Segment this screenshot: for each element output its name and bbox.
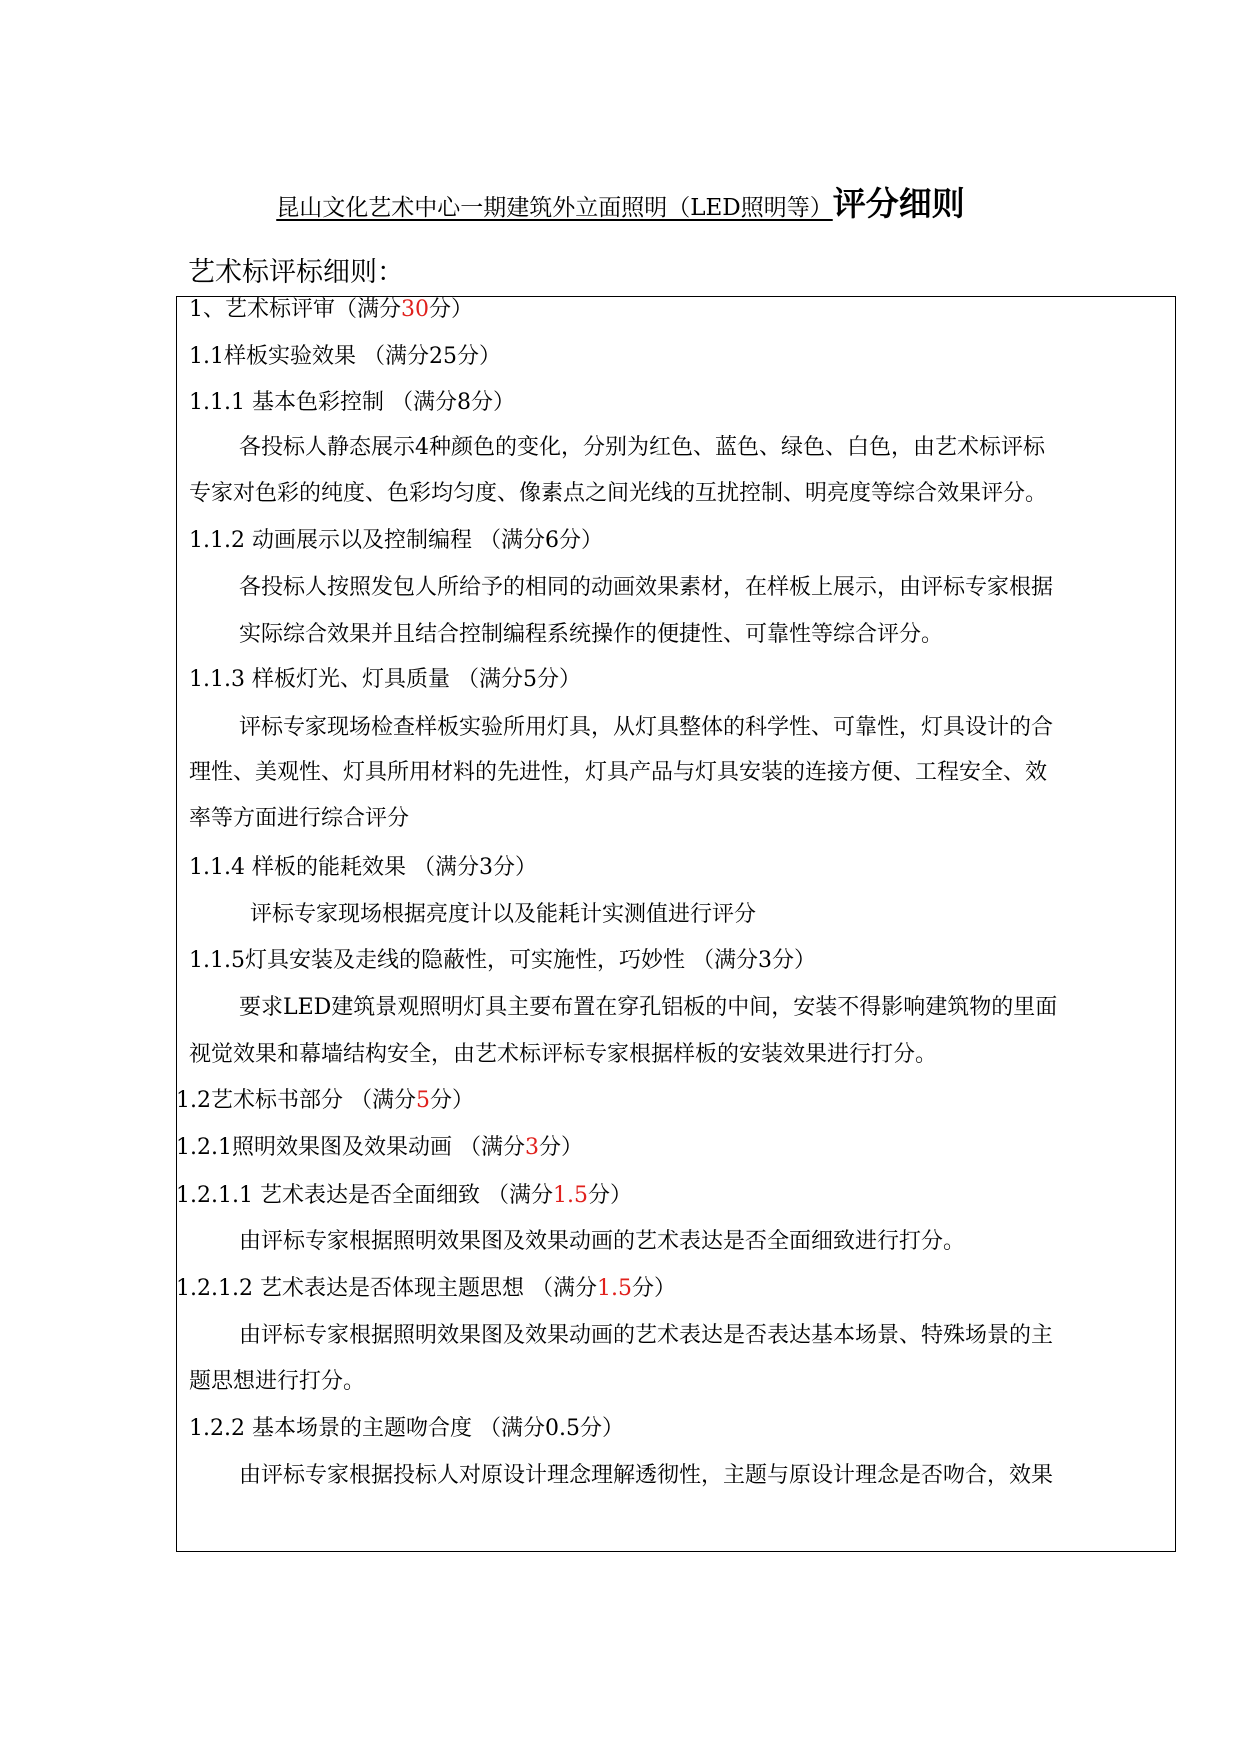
- criteria-line: [239, 573, 1053, 603]
- criteria-line: [189, 665, 581, 695]
- line-text: 实际综合效果并且结合控制编程系统操作的便捷性、可靠性等综合评分。: [239, 622, 944, 647]
- line-text: 各投标人静态展示4种颜色的变化，分别为红色、蓝色、绿色、白色，由艺术标评标: [239, 435, 1045, 460]
- line-text: 理性、美观性、灯具所用材料的先进性，灯具产品与灯具安装的连接方便、工程安全、效: [189, 760, 1048, 785]
- criteria-line: [189, 388, 515, 418]
- line-text: 由评标专家根据照明效果图及效果动画的艺术表达是否全面细致进行打分。: [239, 1229, 966, 1254]
- line-text: 由评标专家根据照明效果图及效果动画的艺术表达是否表达基本场景、特殊场景的主: [239, 1323, 1054, 1348]
- line-text: 1.2.1.2 艺术表达是否体现主题思想 （满分: [176, 1276, 597, 1301]
- criteria-line: [189, 1414, 624, 1444]
- criteria-line: [239, 993, 1057, 1023]
- line-text-suffix: 分）: [538, 1135, 583, 1160]
- line-text-suffix: 分）: [429, 297, 474, 322]
- document-title-underlined: 昆山文化艺术中心一期建筑外立面照明（LED照明等）: [276, 195, 833, 221]
- line-text: 各投标人按照发包人所给予的相同的动画效果素材，在样板上展示，由评标专家根据: [239, 575, 1054, 600]
- line-text: 1.1.2 动画展示以及控制编程 （满分6分）: [189, 528, 603, 553]
- score-value-red: 5: [415, 1088, 430, 1113]
- line-text: 题思想进行打分。: [189, 1369, 366, 1394]
- score-value-red: 3: [524, 1135, 539, 1160]
- criteria-line: [176, 1133, 583, 1163]
- line-text: 要求LED建筑景观照明灯具主要布置在穿孔铝板的中间，安装不得影响建筑物的里面: [239, 995, 1058, 1020]
- score-value-red: 30: [401, 297, 429, 322]
- criteria-line: [189, 758, 1047, 788]
- criteria-line: [189, 342, 501, 372]
- criteria-line: [239, 1321, 1053, 1351]
- line-text: 1.1.5灯具安装及走线的隐蔽性，可实施性，巧妙性 （满分3分）: [189, 948, 816, 973]
- criteria-line: [189, 804, 409, 834]
- criteria-line: [239, 620, 943, 650]
- line-text-suffix: 分）: [631, 1276, 676, 1301]
- criteria-line: [239, 433, 1045, 463]
- criteria-line: [239, 713, 1053, 743]
- line-text-suffix: 分）: [587, 1183, 632, 1208]
- line-text: 1.1样板实验效果 （满分25分）: [189, 344, 501, 369]
- criteria-line: [189, 1367, 365, 1397]
- criteria-line: [176, 1274, 676, 1304]
- line-text: 视觉效果和幕墙结构安全，由艺术标评标专家根据样板的安装效果进行打分。: [189, 1042, 938, 1067]
- line-text: 1.2.1.1 艺术表达是否全面细致 （满分: [176, 1183, 553, 1208]
- line-text: 1.1.3 样板灯光、灯具质量 （满分5分）: [189, 667, 581, 692]
- line-text: 评标专家现场检查样板实验所用灯具，从灯具整体的科学性、可靠性，灯具设计的合: [239, 715, 1054, 740]
- line-text: 专家对色彩的纯度、色彩均匀度、像素点之间光线的互扰控制、明亮度等综合效果评分。: [189, 481, 1048, 506]
- line-text-suffix: 分）: [429, 1088, 474, 1113]
- line-text: 由评标专家根据投标人对原设计理念理解透彻性，主题与原设计理念是否吻合，效果: [239, 1463, 1054, 1488]
- criteria-line: [176, 1086, 474, 1116]
- criteria-line: [189, 295, 473, 325]
- criteria-line: [250, 900, 756, 930]
- document-title: [0, 178, 1241, 225]
- line-text: 率等方面进行综合评分: [189, 806, 410, 831]
- line-text: 1.1.1 基本色彩控制 （满分8分）: [189, 390, 515, 415]
- line-text: 1.2.1照明效果图及效果动画 （满分: [176, 1135, 525, 1160]
- score-value-red: 1.5: [596, 1276, 632, 1301]
- line-text: 评标专家现场根据亮度计以及能耗计实测值进行评分: [250, 902, 757, 927]
- criteria-line: [189, 1040, 937, 1070]
- criteria-line: [176, 1181, 632, 1211]
- document-title-bold: 评分细则: [832, 184, 965, 223]
- line-text: 1.2艺术标书部分 （满分: [176, 1088, 416, 1113]
- criteria-line: [239, 1461, 1053, 1491]
- criteria-line: [239, 1227, 965, 1257]
- line-text: 1、艺术标评审（满分: [189, 297, 401, 322]
- criteria-line: [189, 479, 1047, 509]
- section-subtitle: 艺术标评标细则：: [188, 257, 404, 288]
- criteria-line: [189, 853, 537, 883]
- score-value-red: 1.5: [552, 1183, 588, 1208]
- criteria-line: [189, 946, 816, 976]
- criteria-line: [189, 526, 603, 556]
- line-text: 1.2.2 基本场景的主题吻合度 （满分0.5分）: [189, 1416, 624, 1441]
- line-text: 1.1.4 样板的能耗效果 （满分3分）: [189, 855, 537, 880]
